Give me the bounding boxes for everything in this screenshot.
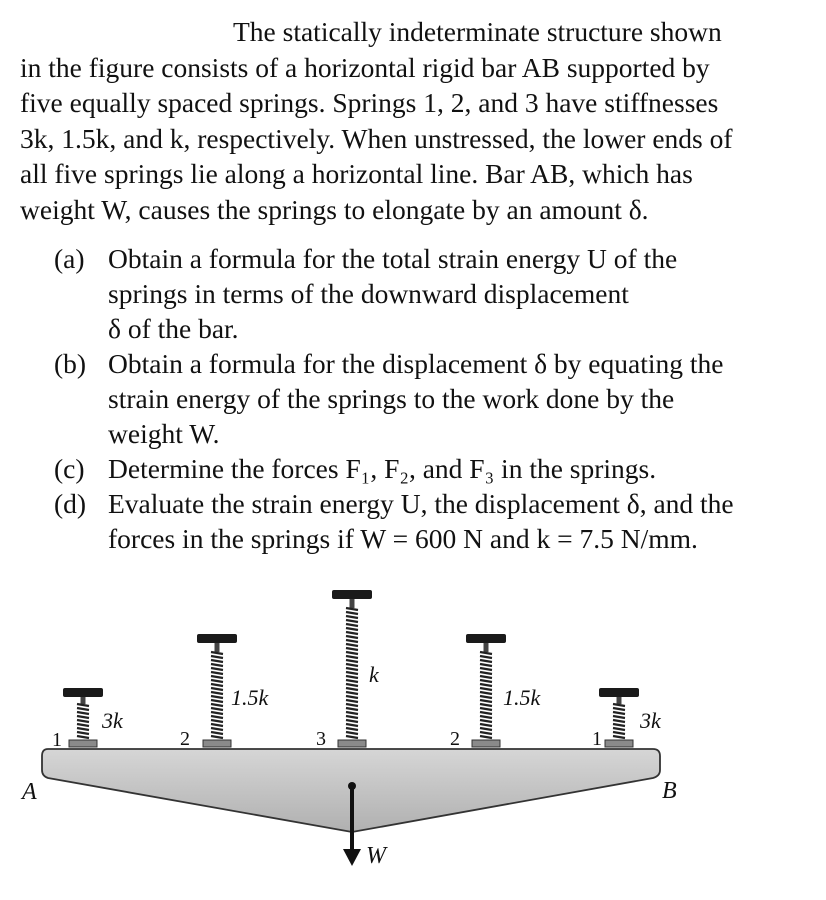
spring-stiffness-label: 1.5k <box>231 685 269 710</box>
intro-line-5: all five springs lie along a horizontal line. Bar AB, which has <box>20 158 693 189</box>
spring-base <box>69 740 97 747</box>
intro-line-2: in the figure consists of a horizontal rigid bar AB supported by <box>20 51 710 83</box>
spring-stiffness-label: 1.5k <box>503 685 541 710</box>
support-plate <box>332 590 372 599</box>
support-plate <box>599 688 639 697</box>
part-a <box>20 241 820 346</box>
part-b <box>20 346 820 451</box>
part-a-line-2: springs in terms of the downward displacement <box>108 278 629 309</box>
spring-3-center <box>316 590 380 750</box>
intro-line-6: weight W, causes the springs to elongate by an amount δ. <box>20 193 649 225</box>
part-a-mark: (a) <box>54 243 85 274</box>
spring-stiffness-label: k <box>369 662 379 687</box>
spring-2-right <box>450 634 542 750</box>
part-b-line-3: weight W. <box>108 418 220 449</box>
part-d-line-1: Evaluate the strain energy U, the displacement δ, and the <box>108 488 734 519</box>
spring-bar-figure <box>0 570 826 900</box>
part-b-line-2: strain energy of the springs to the work done by the <box>108 383 675 414</box>
spring-base <box>203 740 231 747</box>
part-b-line-1: Obtain a formula for the displacement δ by equating the <box>108 348 724 379</box>
end-label-a: A <box>22 779 37 805</box>
part-d <box>20 486 820 556</box>
spring-coil <box>480 652 492 738</box>
spring-base <box>605 740 633 747</box>
support-stem <box>617 697 622 704</box>
part-c <box>20 451 820 486</box>
support-plate <box>466 634 506 643</box>
spring-stiffness-label: 3k <box>102 708 123 733</box>
spring-coil <box>346 608 358 738</box>
spring-number-label: 2 <box>180 728 190 750</box>
support-stem <box>81 697 86 704</box>
spring-coil <box>77 704 89 738</box>
spring-1-right <box>592 688 662 750</box>
spring-number-label: 1 <box>592 728 602 750</box>
end-label-b: B <box>662 778 677 804</box>
part-c-mark: (c) <box>54 453 85 484</box>
load-label-w: W <box>366 843 386 869</box>
support-stem <box>215 643 220 652</box>
part-d-mark: (d) <box>54 488 87 519</box>
support-plate <box>197 634 237 643</box>
problem-statement <box>20 14 820 556</box>
spring-base <box>338 740 366 747</box>
support-stem <box>484 643 489 652</box>
spring-number-label: 3 <box>316 728 326 750</box>
spring-coil <box>211 652 223 738</box>
intro-line-4: 3k, 1.5k, and k, respectively. When unstressed, the lower ends of <box>20 122 733 154</box>
intro-line-3: five equally spaced springs. Springs 1, 2, and 3 have stiffnesses <box>20 87 719 118</box>
part-a-line-1: Obtain a formula for the total strain energy U of the <box>108 243 678 274</box>
support-plate <box>63 688 103 697</box>
spring-coil <box>613 704 625 738</box>
load-arrow-head <box>343 849 361 866</box>
part-b-mark: (b) <box>54 348 87 379</box>
part-a-line-3: δ of the bar. <box>108 313 239 344</box>
spring-stiffness-label: 3k <box>640 708 661 733</box>
problem-intro <box>20 14 820 227</box>
support-stem <box>350 599 355 608</box>
intro-line-1: The statically indeterminate structure shown <box>233 16 722 47</box>
spring-number-label: 1 <box>52 729 62 751</box>
spring-number-label: 2 <box>450 728 460 750</box>
spring-2-left <box>180 634 270 750</box>
problem-parts <box>20 241 820 556</box>
spring-base <box>472 740 500 747</box>
spring-1-left <box>52 688 124 751</box>
part-d-line-2: forces in the springs if W = 600 N and k = 7.5 N/mm. <box>108 523 698 554</box>
part-c-line-1: Determine the forces F₁, F₂, and F₃ in the springs. <box>108 453 657 484</box>
